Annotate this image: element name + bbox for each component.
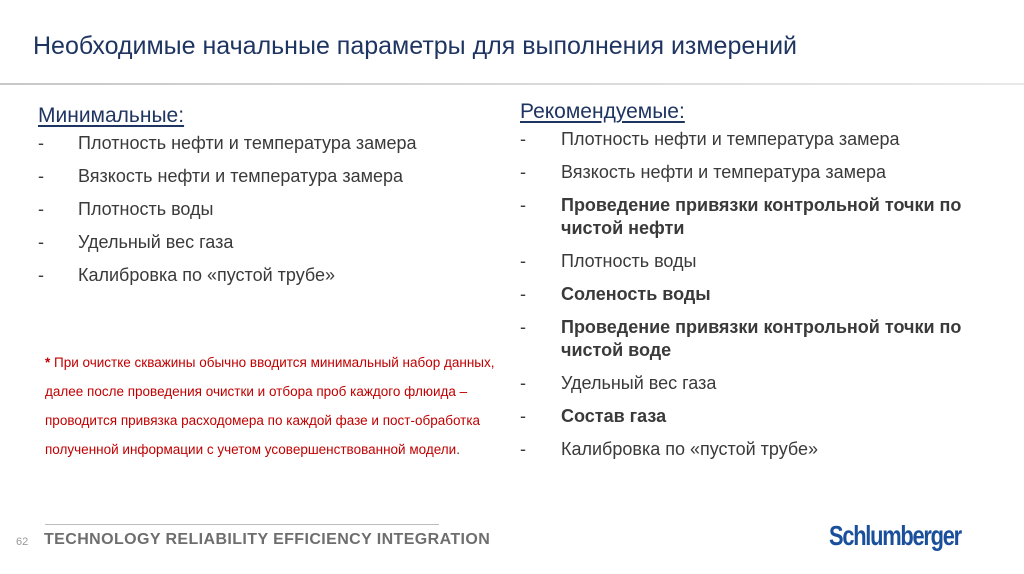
list-item bbox=[38, 198, 498, 221]
page-number: 62 bbox=[16, 536, 29, 548]
list-dash: - bbox=[520, 129, 526, 149]
list-dash: - bbox=[520, 317, 526, 337]
title-divider bbox=[0, 83, 1024, 85]
highlighted-list-item bbox=[520, 194, 1000, 240]
list-item bbox=[520, 250, 1000, 273]
minimal-heading: Минимальные: bbox=[38, 104, 185, 127]
list-dash: - bbox=[38, 133, 44, 153]
list-item bbox=[520, 372, 1000, 395]
list-item-text: Проведение привязки контрольной точки по чистой нефти bbox=[561, 195, 962, 238]
recommended-heading: Рекомендуемые: bbox=[520, 100, 685, 123]
list-item-text: Плотность нефти и температура замера bbox=[561, 129, 900, 149]
list-dash: - bbox=[38, 166, 44, 186]
recommended-column bbox=[520, 100, 1000, 471]
list-dash: - bbox=[520, 162, 526, 182]
highlighted-list-item bbox=[520, 316, 1000, 362]
list-item bbox=[38, 264, 498, 287]
list-dash: - bbox=[38, 199, 44, 219]
highlighted-list-item bbox=[520, 405, 1000, 428]
list-item-text: Вязкость нефти и температура замера bbox=[78, 166, 403, 186]
list-item-text: Калибровка по «пустой трубе» bbox=[78, 265, 336, 285]
list-item-text: Удельный вес газа bbox=[561, 373, 717, 393]
schlumberger-logo: Schlumberger bbox=[829, 520, 961, 551]
list-item bbox=[520, 161, 1000, 184]
minimal-column bbox=[38, 104, 498, 297]
list-item bbox=[38, 132, 498, 155]
list-item-text: Плотность воды bbox=[78, 199, 214, 219]
list-item-text: Вязкость нефти и температура замера bbox=[561, 162, 886, 182]
note-period: . bbox=[456, 442, 460, 457]
list-item bbox=[520, 128, 1000, 151]
cleanup-note bbox=[45, 348, 500, 464]
list-dash: - bbox=[520, 373, 526, 393]
list-dash: - bbox=[520, 284, 526, 304]
list-dash: - bbox=[520, 439, 526, 459]
footer-divider bbox=[45, 524, 439, 525]
list-dash: - bbox=[520, 251, 526, 271]
recommended-list bbox=[520, 128, 1000, 461]
list-item-text: Проведение привязки контрольной точки по чистой воде bbox=[561, 317, 962, 360]
minimal-list bbox=[38, 132, 498, 287]
list-item-text: Удельный вес газа bbox=[78, 232, 234, 252]
highlighted-list-item bbox=[520, 283, 1000, 306]
list-item-text: Плотность нефти и температура замера bbox=[78, 133, 417, 153]
list-dash: - bbox=[520, 195, 526, 215]
list-item bbox=[38, 231, 498, 254]
list-dash: - bbox=[38, 232, 44, 252]
note-text: При очистке скважины обычно вводится минимальный набор данных, далее после проведения очистки и отбора проб каждого флюида – проводится привязка расходомера по каждой фазе и пост-обработка полученной информации с учетом усовершенствованной модели bbox=[45, 355, 495, 457]
list-item-text: Соленость воды bbox=[561, 284, 711, 304]
note-asterisk: * bbox=[45, 355, 51, 370]
list-item-text: Состав газа bbox=[561, 406, 667, 426]
list-item-text: Плотность воды bbox=[561, 251, 697, 271]
list-item-text: Калибровка по «пустой трубе» bbox=[561, 439, 819, 459]
list-item bbox=[520, 438, 1000, 461]
page-title: Необходимые начальные параметры для выполнения измерений bbox=[33, 32, 798, 60]
footer-tagline: TECHNOLOGY RELIABILITY EFFICIENCY INTEGRATION bbox=[44, 531, 491, 548]
list-dash: - bbox=[38, 265, 44, 285]
list-item bbox=[38, 165, 498, 188]
list-dash: - bbox=[520, 406, 526, 426]
